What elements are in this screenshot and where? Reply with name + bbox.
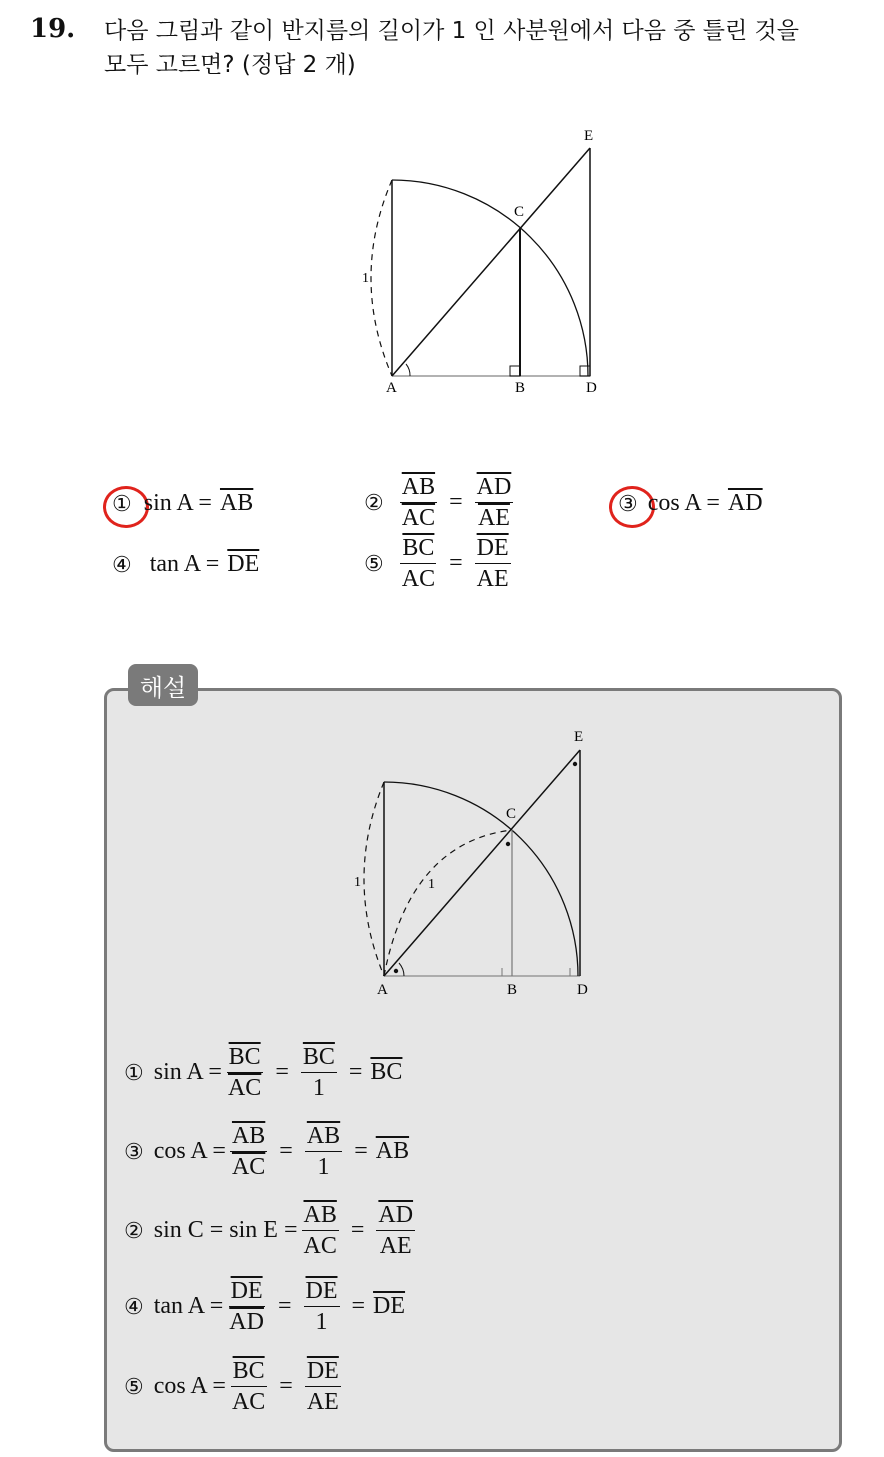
arc-radius-dashed: [371, 180, 392, 376]
label-B: B: [515, 380, 526, 396]
sol-label-radius-left: 1: [354, 875, 361, 890]
option-2-frac-1: $\frac{\overline{AB}}{AC}$: [401, 474, 436, 531]
option-5[interactable]: ⑤ $\frac{\overline{BC}}{AC}$ = $\frac{\overline{DE}}{AE}$: [364, 535, 509, 592]
figure-quarter-circle: [340, 118, 630, 408]
option-4[interactable]: [112, 551, 259, 578]
solution-line-3: ② sin C = sin E = $\frac{\overline{AB}}{AC}$ = $\frac{\overline{AD}}{AE}$: [124, 1202, 414, 1259]
option-5-frac-1: $\frac{\overline{BC}}{AC}$: [401, 535, 436, 592]
sol-label-A: A: [377, 982, 388, 998]
option-3-number: ③: [618, 490, 638, 516]
sol-label-B: B: [507, 982, 518, 998]
sol-label-D: D: [577, 982, 588, 998]
angle-mark-A: [406, 364, 410, 376]
question-number: 19.: [30, 14, 76, 44]
sol-label-E: E: [574, 729, 584, 745]
label-C: C: [514, 204, 525, 220]
solution-line-2: ③ cos A = $\frac{\overline{AB}}{AC}$ = $\frac{\overline{AB}}{1}$ = $\overline{AB}$: [124, 1123, 410, 1180]
right-angle-B: [510, 366, 520, 376]
option-5-number: ⑤: [364, 550, 384, 576]
question-text: [104, 14, 874, 82]
question-text-line-2: 모두 고르면? (정답 2 개): [104, 52, 356, 78]
option-2[interactable]: ② $\frac{\overline{AB}}{AC}$ = $\frac{\overline{AD}}{AE}$: [364, 474, 512, 531]
solution-line-4: ④ tan A = $\frac{\overline{DE}}{AD}$ = $\frac{\overline{DE}}{1}$ = $\overline{DE}$: [124, 1278, 406, 1335]
option-4-lhs: tan A =: [149, 551, 220, 577]
option-1-number: ①: [112, 490, 132, 516]
label-D: D: [586, 380, 597, 396]
option-3-lhs: cos A =: [647, 490, 720, 516]
sol-dot-E: [573, 762, 577, 766]
sol-arc-quarter-circle: [384, 782, 578, 976]
sol-arc-radius-dashed: [364, 782, 384, 976]
option-1-rhs: $\overline{AB}$: [219, 490, 254, 516]
sol-label-radius-inner: 1: [428, 877, 435, 892]
figure-solution: [340, 722, 610, 1004]
sol-dot-A: [394, 969, 398, 973]
option-3[interactable]: [618, 490, 763, 517]
label-E: E: [584, 128, 594, 144]
label-A: A: [386, 380, 397, 396]
sol-label-C: C: [506, 806, 517, 822]
option-3-rhs: $\overline{AD}$: [727, 490, 763, 516]
option-1-lhs: sin A =: [143, 490, 212, 516]
option-2-frac-2: $\frac{\overline{AD}}{AE}$: [476, 474, 512, 531]
option-1[interactable]: [112, 490, 253, 517]
solution-tag: 해설: [128, 664, 198, 706]
label-radius: 1: [362, 271, 369, 286]
option-5-frac-2: $\frac{\overline{DE}}{AE}$: [476, 535, 509, 592]
question-text-line-1: 다음 그림과 같이 반지름의 길이가 1 인 사분원에서 다음 중 틀린 것을: [104, 18, 799, 44]
option-2-number: ②: [364, 489, 384, 515]
arc-quarter-circle: [392, 180, 588, 376]
solution-line-1: ① sin A = $\frac{\overline{BC}}{AC}$ = $\frac{\overline{BC}}{1}$ = $\overline{BC}$: [124, 1044, 403, 1101]
option-4-number: ④: [112, 551, 132, 577]
option-4-rhs: $\overline{DE}$: [227, 551, 260, 577]
solution-line-5: ⑤ cos A = $\frac{\overline{BC}}{AC}$ = $\frac{\overline{DE}}{AE}$: [124, 1358, 339, 1415]
sol-dot-C: [506, 842, 510, 846]
sol-angle-mark-A: [399, 963, 404, 976]
